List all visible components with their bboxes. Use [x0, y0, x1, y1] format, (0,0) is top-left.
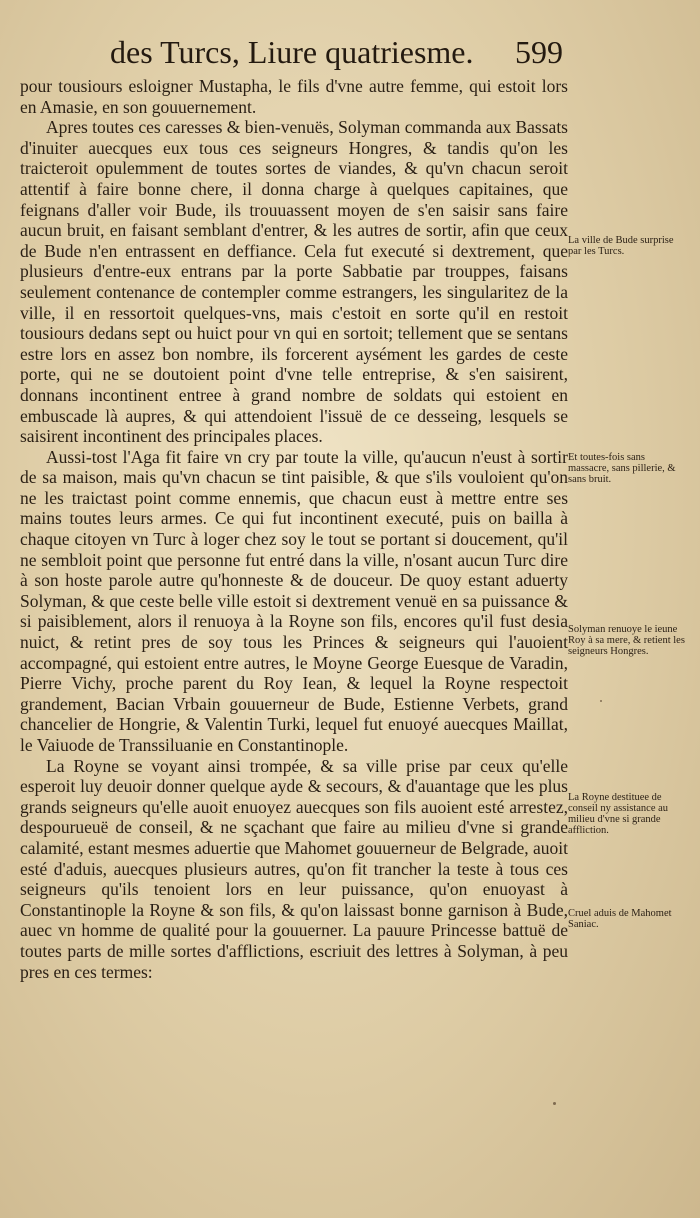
paper-speck — [553, 1102, 556, 1105]
marginal-note-queen-destitute: La Royne destituee de conseil ny assistance au milieu d'vne si grande affliction. — [568, 792, 669, 836]
marginal-note-cruel-advice: Cruel aduis de Mahomet Saniac. — [568, 908, 672, 930]
paragraph-aga-proclamation: Aussi-tost l'Aga fit faire vn cry par toute la ville, qu'aucun n'eust à sortir de sa maison, mais qu'vn chacun se tint paisible, & que s'ils vouloient qu'on ne les traictast point comme ennemis, que chacun eust à mettre entre ses mains toutes leurs armes. Ce qui fut incontinent executé, puis on bailla à chaque citoyen vn Turc à loger chez soy le tout se portant si doucement, qu'il ne sembloit point que personne fut entré dans la ville, n'osant aucun Turc dire à son hoste parole autre qu'honneste & de douceur. De quoy estant aduerty Solyman, & que ceste belle ville estoit si dextrement venuë en sa puissance & si paisiblement, alors il renuoya à la Royne son fils, encores qu'il fust desia nuict, & retint pres de soy tous les Princes & seigneurs qui l'auoient accompagné, qui estoient entre autres, le Moyne George Euesque de Varadin, Pierre Vichy, proche parent du Roy Iean, & lequel la Royne respectoit grandement, Bacian Vrbain gouuerneur de Bude, Estienne Verbets, grand chancelier de Hongrie, & Valentin Turki, lequel fut enuoyé auecques Maillat, le Vaiuode de Transsiluanie en Constantinople. — [20, 446, 568, 755]
paper-speck — [600, 700, 602, 702]
main-text — [20, 76, 568, 982]
paragraph-bude-capture: Apres toutes ces caresses & bien-venuës, Solyman commanda aux Bassats d'inuiter auecques eux tous ces seigneurs Hongres, & tandis qu'on les traicteroit opulemment de toutes sortes de viandes, & qu'vn chacun seroit attentif à faire bonne chere, il donna charge à quelques capitaines, que feignans d'aller voir Bude, ils trouuassent moyen de s'en saisir sans faire aucun bruit, en faisant semblant d'entrer, & les autres de sortir, afin que ceux de Bude n'en entrassent en deffiance. Cela fut executé si dextrement, que plusieurs d'entre-eux entrans par la porte Sabbatie par trouppes, faisans seulement contenance de contempler comme estrangers, les singularitez de la ville, il en ressortoit quelques-vns, mais c'estoit en sorte qu'il en restoit tousiours dedans sept ou huict pour vn qui en sortoit; tellement que se sentans estre lors en assez bon nombre, ils forcerent aysément les gardes de ceste porte, qui ne se doutoient point d'vne telle entreprise, & s'en saisirent, donnans incontinent entree à grand nombre de soldats qui estoient en embuscade là aupres, & qui attendoient l'issuë de ce desseing, lesquels se saisirent incontinent des principales places. — [20, 117, 568, 447]
marginal-note-bude-surprise: La ville de Bude surprise par les Turcs. — [568, 235, 674, 257]
running-head — [110, 30, 580, 74]
paragraph-continuation: pour tousiours esloigner Mustapha, le fils d'vne autre femme, qui estoit lors en Amasie, en son gouuernement. — [20, 76, 568, 117]
page-number: 599 — [515, 34, 563, 70]
marginal-note-king-returned: Solyman renuoye le ieune Roy à sa mere, & retient les seigneurs Hongres. — [568, 624, 685, 657]
marginal-note-no-massacre: Et toutes-fois sans massacre, sans pillerie, & sans bruit. — [568, 452, 676, 485]
paragraph-queen-deceived: La Royne se voyant ainsi trompée, & sa ville prise par ceux qu'elle esperoit luy deuoir donner quelque ayde & secours, & d'auantage que les plus grands seigneurs qu'elle auoit enuoyez auecques son fils auoient esté arrestez, despourueuë de conseil, & ne sçachant que faire au milieu d'vne si grande calamité, estant mesmes aduertie que Mahomet gouuerneur de Belgrade, auoit esté d'aduis, auecques plusieurs autres, qu'on fit trancher la teste à tous ces seigneurs qu'ils tenoient lors en leur puissance, qu'on enuoyast à Constantinople la Royne & son fils, & qu'on laissast bonne garnison à Bude, auec vn homme de qualité pour la gouuerner. La pauure Princesse battuë de toutes parts de mille sortes d'afflictions, escriuit des lettres à Solyman, à peu pres en ces termes: — [20, 755, 568, 982]
running-title: des Turcs, Liure quatriesme. — [110, 34, 474, 70]
